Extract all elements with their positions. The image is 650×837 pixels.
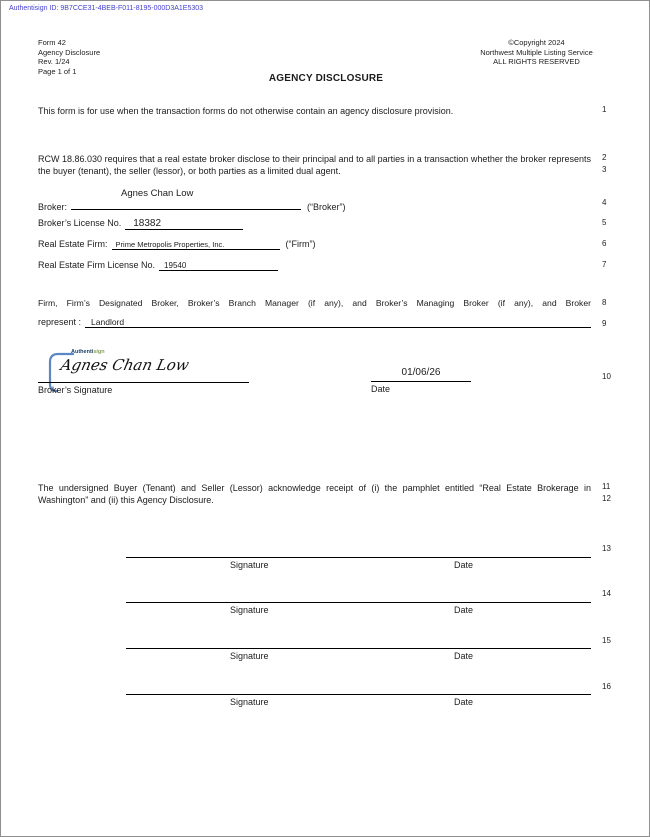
form-revision: Rev. 1/24 [38,57,70,66]
signature-label: Signature [230,560,269,570]
signature-line[interactable] [126,602,591,603]
signature-label: Signature [230,697,269,707]
date-label: Date [454,697,474,707]
form-title: AGENCY DISCLOSURE [268,73,384,84]
form-page-count: Page 1 of 1 [38,66,77,76]
line-number: 13 [602,544,611,553]
intro-paragraph: This form is for use when the transaction forms do not otherwise contain an agency disclosure provision. [38,106,454,116]
authentisign-id: Authentisign ID: 9B7CCE31-4BEB-F011-8195-000D3A1E5303 [9,5,204,12]
signature-label: Signature [230,651,269,661]
firm-license-label: Real Estate Firm License No. [38,260,156,270]
signature-line[interactable] [126,557,591,558]
broker-license-label: Broker’s License No. [38,218,122,228]
date-label: Date [454,605,474,615]
broker-signature-line[interactable] [38,382,249,383]
broker-license-value: 18382 [133,218,162,229]
line-number: 6 [602,239,607,248]
line-number: 7 [602,260,607,269]
broker-signature-label: Broker’s Signature [38,385,113,395]
copyright-block [421,38,650,67]
line-number: 16 [602,682,611,691]
stamp-label-part1: Authenti [71,349,94,355]
form-name: Agency Disclosure [38,47,101,57]
line-number: 11 [602,482,611,491]
signing-date-label: Date [371,384,391,394]
firm-label: Real Estate Firm: [38,239,108,249]
line-number: 1 [602,105,607,114]
represent-label: represent : [38,317,82,327]
signature-label: Signature [230,605,269,615]
line-number: 3 [602,165,607,174]
copyright-line: ©Copyright 2024 [508,38,565,47]
firm-license-row [38,260,278,271]
acknowledge-paragraph: The undersigned Buyer (Tenant) and Seller (Lessor) acknowledge receipt of (i) the pamphlet entitled “Real Estate Brokerage in Washington” and (ii) this Agency Disclosure. [38,483,591,505]
date-label: Date [454,560,474,570]
date-label: Date [454,651,474,661]
broker-name-value: Agnes Chan Low [121,188,194,199]
firm-license-value: 19540 [164,261,187,270]
copyright-owner: Northwest Multiple Listing Service [480,47,593,57]
form-number: Form 42 [38,38,66,47]
broker-signature-script: Agnes Chan Low [59,356,191,374]
rcw-paragraph: RCW 18.86.030 requires that a real estate broker disclose to their principal and to all parties in a transaction whether the broker represents the buyer (tenant), the seller (lessor), or both parties as a limited dual agent. [38,154,591,176]
signing-date-line[interactable] [371,381,471,382]
form-meta [38,38,100,76]
line-number: 5 [602,218,607,227]
broker-field-row [38,188,346,212]
line-number: 14 [602,589,611,598]
stamp-label-part2: sign [93,349,105,355]
signature-line[interactable] [126,648,591,649]
firm-name-value: Prime Metropolis Properties, Inc. [115,240,225,249]
firm-suffix: (“Firm”) [285,239,316,249]
line-number: 12 [602,494,611,503]
rights-reserved: ALL RIGHTS RESERVED [493,57,580,66]
broker-license-row [38,218,243,230]
represent-paragraph: Firm, Firm’s Designated Broker, Broker’s Branch Manager (if any), and Broker’s Managing Broker (if any), and Broker [38,298,591,308]
signature-line[interactable] [126,694,591,695]
firm-line[interactable] [112,239,280,250]
broker-suffix: (“Broker”) [307,202,346,212]
line-number: 9 [602,319,607,328]
broker-label: Broker: [38,202,68,212]
firm-license-line[interactable] [159,260,278,271]
line-number: 2 [602,153,607,162]
line-number: 10 [602,372,611,381]
represent-field-row [38,317,591,328]
authentisign-stamp-label [71,349,105,355]
represent-value: Landlord [91,317,125,327]
represent-line[interactable] [85,317,591,328]
line-number: 4 [602,198,607,207]
firm-field-row [38,239,316,250]
line-number: 8 [602,298,607,307]
broker-line[interactable] [71,188,301,210]
line-number: 15 [602,636,611,645]
broker-license-line[interactable] [125,218,243,230]
signing-date-value: 01/06/26 [401,367,441,378]
